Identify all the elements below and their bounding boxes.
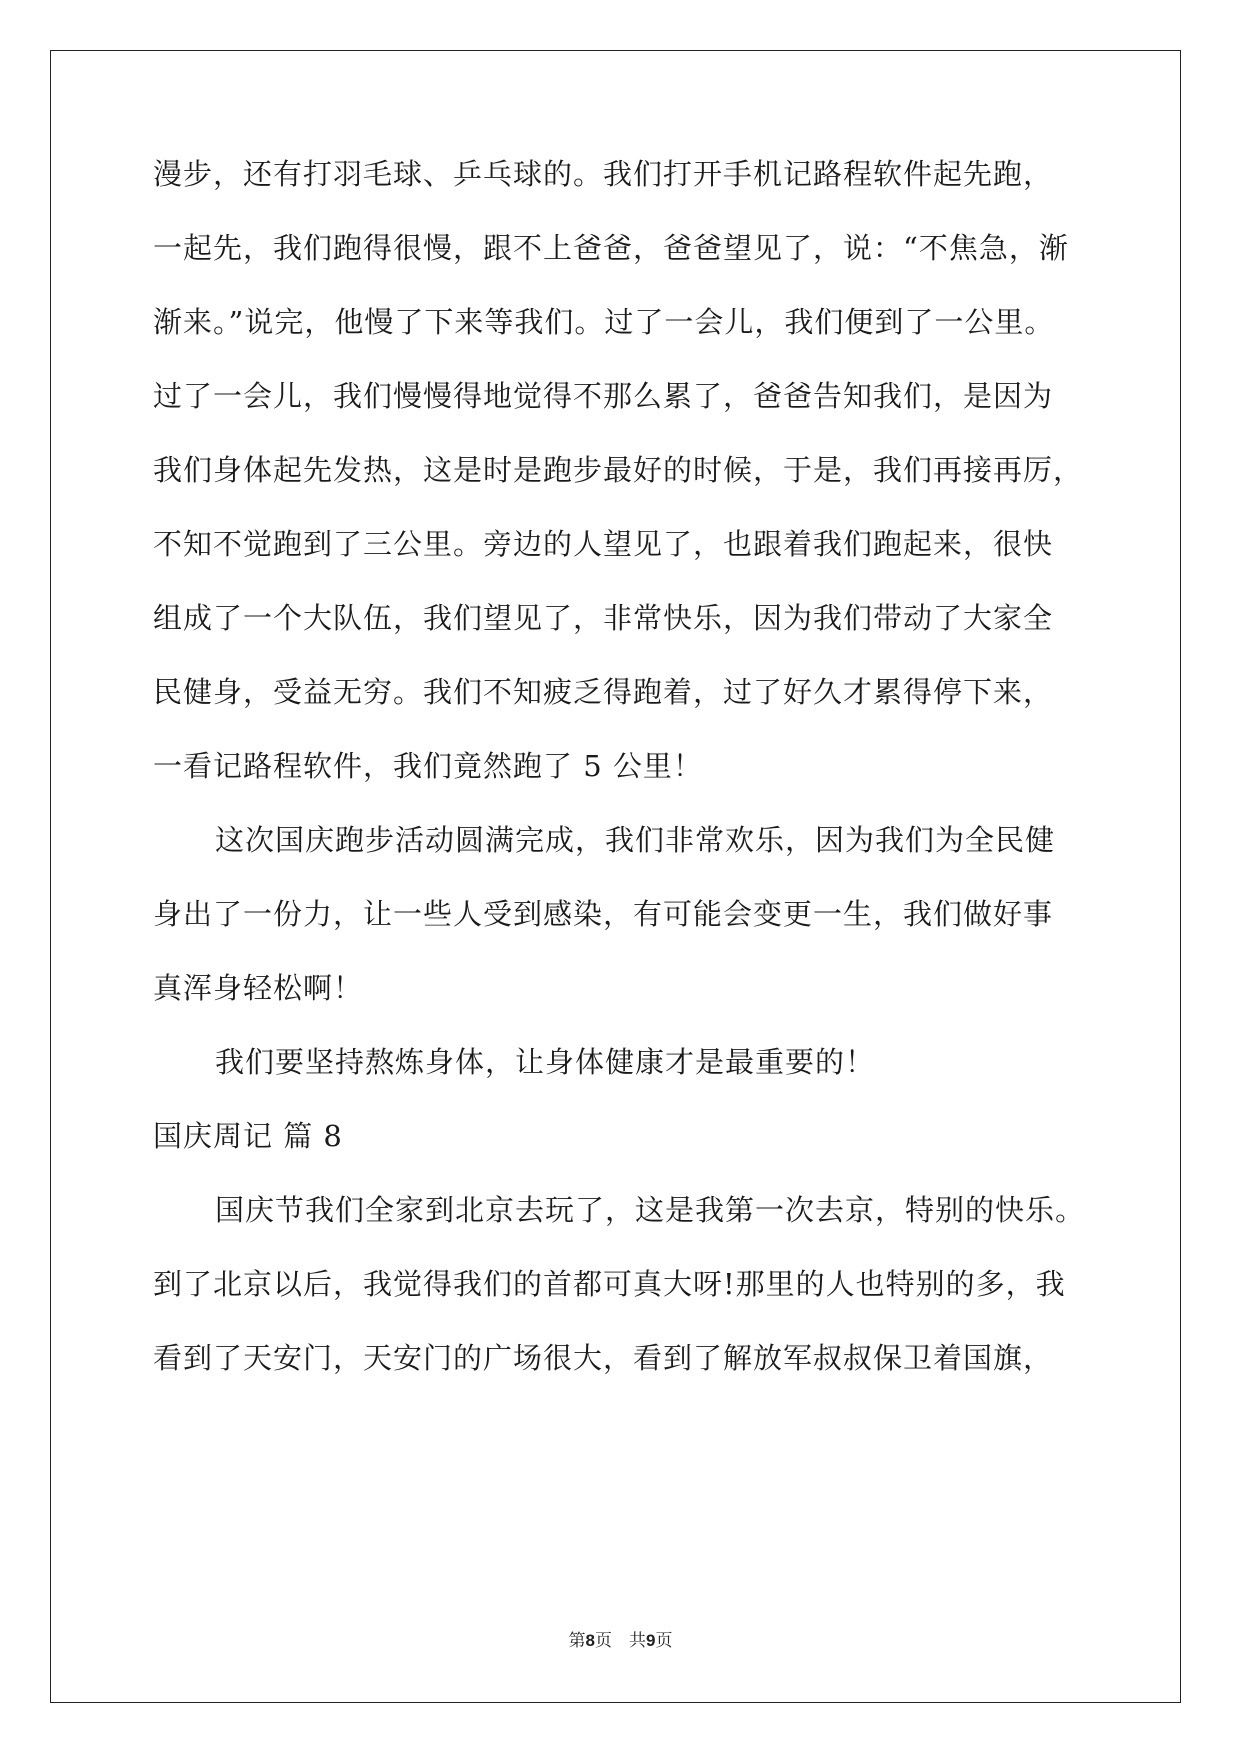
- footer-current-page: 8: [585, 1631, 595, 1650]
- text-line: 民健身，受益无穷。我们不知疲乏得跑着，过了好久才累得停下来，: [153, 675, 1054, 709]
- footer-mid: 页 共: [595, 1631, 646, 1651]
- text-line: 渐来。”说完，他慢了下来等我们。过了一会儿，我们便到了一公里。: [153, 305, 1055, 339]
- text-line: 这次国庆跑步活动圆满完成，我们非常欢乐，因为我们为全民健: [215, 823, 1056, 857]
- footer-prefix: 第: [568, 1631, 586, 1651]
- text-line: 一起先，我们跑得很慢，跟不上爸爸，爸爸望见了，说：“不焦急，渐: [153, 231, 1069, 265]
- section-heading: 国庆周记 篇 8: [153, 1119, 343, 1153]
- text-line: 真浑身轻松啊！: [153, 971, 364, 1005]
- footer-suffix: 页: [655, 1631, 673, 1651]
- text-line: 组成了一个大队伍，我们望见了，非常快乐，因为我们带动了大家全: [153, 601, 1054, 635]
- text-line: 过了一会儿，我们慢慢得地觉得不那么累了，爸爸告知我们，是因为: [153, 379, 1054, 413]
- page-footer: [0, 1630, 1241, 1652]
- text-line: 到了北京以后，我觉得我们的首都可真大呀!那里的人也特别的多，我: [153, 1267, 1066, 1301]
- text-line: 我们身体起先发热，这是时是跑步最好的时候，于是，我们再接再厉，: [153, 453, 1084, 487]
- footer-total-pages: 9: [646, 1631, 656, 1650]
- text-line: 身出了一份力，让一些人受到感染，有可能会变更一生，我们做好事: [153, 897, 1054, 931]
- text-line: 不知不觉跑到了三公里。旁边的人望见了，也跟着我们跑起来，很快: [153, 527, 1054, 561]
- text-line: 一看记路程软件，我们竟然跑了 5 公里！: [153, 749, 703, 783]
- text-line: 我们要坚持熬炼身体，让身体健康才是最重要的！: [215, 1045, 876, 1079]
- page-border: [50, 50, 1181, 1703]
- text-line: 漫步，还有打羽毛球、乒乓球的。我们打开手机记路程软件起先跑，: [153, 157, 1054, 191]
- text-line: 看到了天安门，天安门的广场很大，看到了解放军叔叔保卫着国旗，: [153, 1341, 1054, 1375]
- text-line: 国庆节我们全家到北京去玩了，这是我第一次去京，特别的快乐。: [215, 1193, 1086, 1227]
